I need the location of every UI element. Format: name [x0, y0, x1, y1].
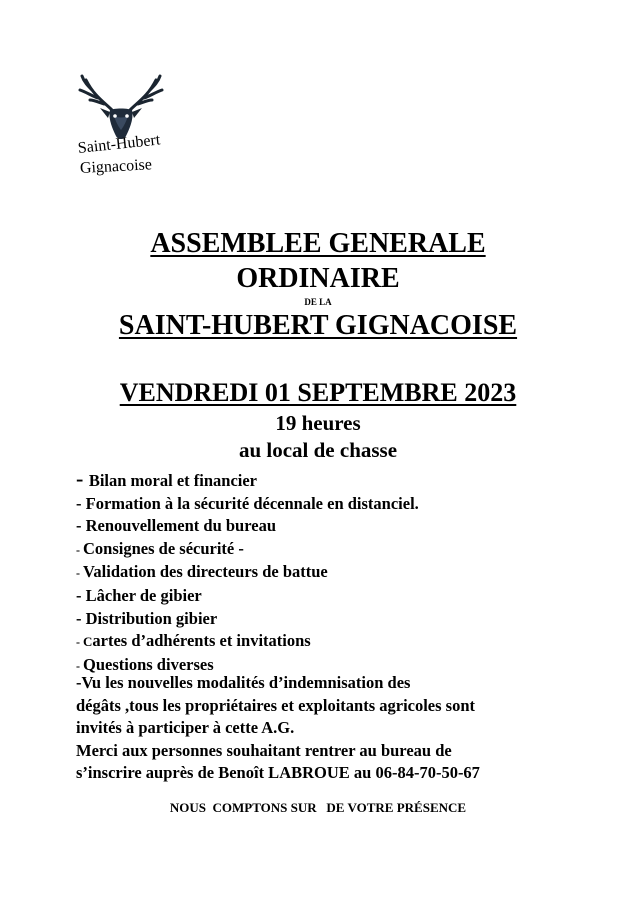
logo-text-line2: Gignacoise	[79, 156, 153, 177]
agenda-dash: -	[76, 466, 89, 491]
agenda-dash: -	[76, 542, 83, 557]
notes-paragraph	[76, 672, 616, 785]
agenda-dash: -	[76, 658, 83, 673]
agenda-item-text: Consignes de sécurité -	[83, 538, 244, 558]
event-date: VENDREDI 01 SEPTEMBRE 2023	[119, 378, 517, 407]
agenda-item-text: Validation des directeurs de battue	[83, 562, 328, 582]
agenda-dash: -	[76, 585, 86, 605]
agenda-item	[76, 468, 616, 493]
club-logo	[76, 74, 196, 194]
title-de-la: DE LA	[304, 297, 332, 307]
note-line: -Vu les nouvelles modalités d’indemnisation des	[76, 673, 411, 692]
agenda-item	[76, 493, 616, 516]
note-line: Merci aux personnes souhaitant rentrer au bureau de	[76, 740, 452, 760]
title-assemblee-generale: ASSEMBLEE GENERALE	[150, 228, 486, 259]
agenda-item	[76, 630, 616, 654]
title-club-name: SAINT-HUBERT GIGNACOISE	[118, 310, 518, 341]
agenda-item-text: Formation à la sécurité décennale en distanciel.	[85, 493, 419, 513]
agenda-dash: -	[76, 566, 83, 581]
agenda-dash: -	[76, 493, 86, 513]
agenda-dash: -	[76, 635, 83, 650]
agenda-item-text: Questions diverses	[83, 654, 214, 674]
title-ordinaire: ORDINAIRE	[236, 263, 400, 294]
logo-text-line1: Saint-Hubert	[77, 131, 162, 157]
agenda-item-text: artes d’adhérents et invitations	[92, 631, 311, 651]
closing-statement: NOUS COMPTONS SUR DE VOTRE PRÉSENCE	[169, 800, 467, 815]
agenda-item-text: Distribution gibier	[85, 608, 218, 628]
agenda-item-text: Lâcher de gibier	[85, 585, 202, 605]
event-place: au local de chasse	[238, 438, 398, 462]
agenda-item	[76, 585, 616, 608]
event-time: 19 heures	[275, 411, 361, 435]
agenda-dash: -	[76, 608, 86, 628]
note-line: s’inscrire auprès de Benoît LABROUE au 06-84-70-50-67	[76, 763, 480, 783]
agenda-item-initial: C	[83, 634, 93, 650]
agenda-item	[76, 608, 616, 631]
note-line: invités à participer à cette A.G.	[76, 718, 295, 738]
agenda-item	[76, 561, 616, 585]
agenda-item	[76, 538, 616, 562]
agenda-item	[76, 515, 616, 538]
agenda-list	[76, 468, 616, 677]
agenda-dash: -	[76, 516, 86, 536]
note-line: dégâts ,tous les propriétaires et exploitants agricoles sont	[76, 695, 476, 715]
agenda-item-text: Bilan moral et financier	[88, 471, 258, 490]
agenda-item-text: Renouvellement du bureau	[85, 516, 277, 536]
